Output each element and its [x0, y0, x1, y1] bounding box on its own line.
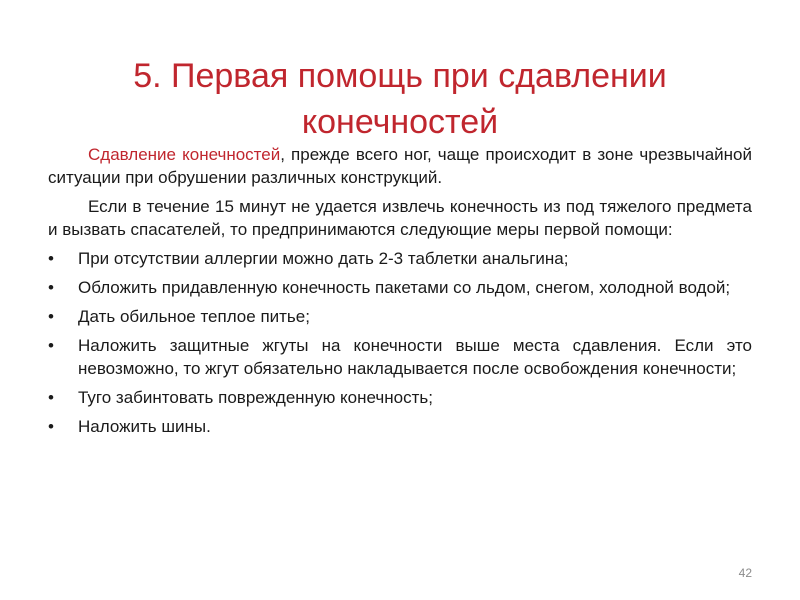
- slide-title-line-1: 5. Первая помощь при сдавлении: [133, 56, 667, 95]
- bullet-icon: •: [48, 307, 54, 326]
- list-item-text: Туго забинтовать поврежденную конечность;: [78, 388, 433, 407]
- intro-paragraph-text: , прежде всего ног, чаще происходит в зоне чрезвычайной ситуации при обрушении различных конструкций.: [48, 145, 752, 187]
- list-item: [48, 334, 752, 380]
- intro-paragraph: [48, 143, 752, 189]
- list-item-text: Дать обильное теплое питье;: [78, 307, 310, 326]
- list-item: [48, 247, 752, 270]
- slide-title-line-2: конечностей: [301, 102, 499, 141]
- measures-paragraph: Если в течение 15 минут не удается извлечь конечность из под тяжелого предмета и вызвать спасателей, то предпринимаются следующие меры первой помощи:: [48, 197, 752, 239]
- list-item: [48, 276, 752, 299]
- bullet-icon: •: [48, 388, 54, 407]
- list-item: [48, 415, 752, 438]
- intro-accent-term: Сдавление конечностей: [88, 145, 281, 164]
- slide-content: [48, 143, 752, 444]
- bullet-icon: •: [48, 278, 54, 297]
- list-item-text: Обложить придавленную конечность пакетами со льдом, снегом, холодной водой;: [78, 278, 731, 297]
- list-item: [48, 305, 752, 328]
- list-item-text: Наложить защитные жгуты на конечности выше места сдавления. Если это невозможно, то жгут обязательно накладывается после освобождения конечности;: [78, 336, 752, 378]
- bullet-icon: •: [48, 249, 54, 268]
- slide-title: [60, 53, 740, 145]
- page-number: 42: [738, 566, 752, 580]
- bullet-icon: •: [48, 417, 54, 436]
- list-item-text: При отсутствии аллергии можно дать 2-3 таблетки анальгина;: [78, 249, 569, 268]
- list-item: [48, 386, 752, 409]
- first-aid-list: [48, 247, 752, 438]
- bullet-icon: •: [48, 336, 54, 355]
- list-item-text: Наложить шины.: [78, 417, 211, 436]
